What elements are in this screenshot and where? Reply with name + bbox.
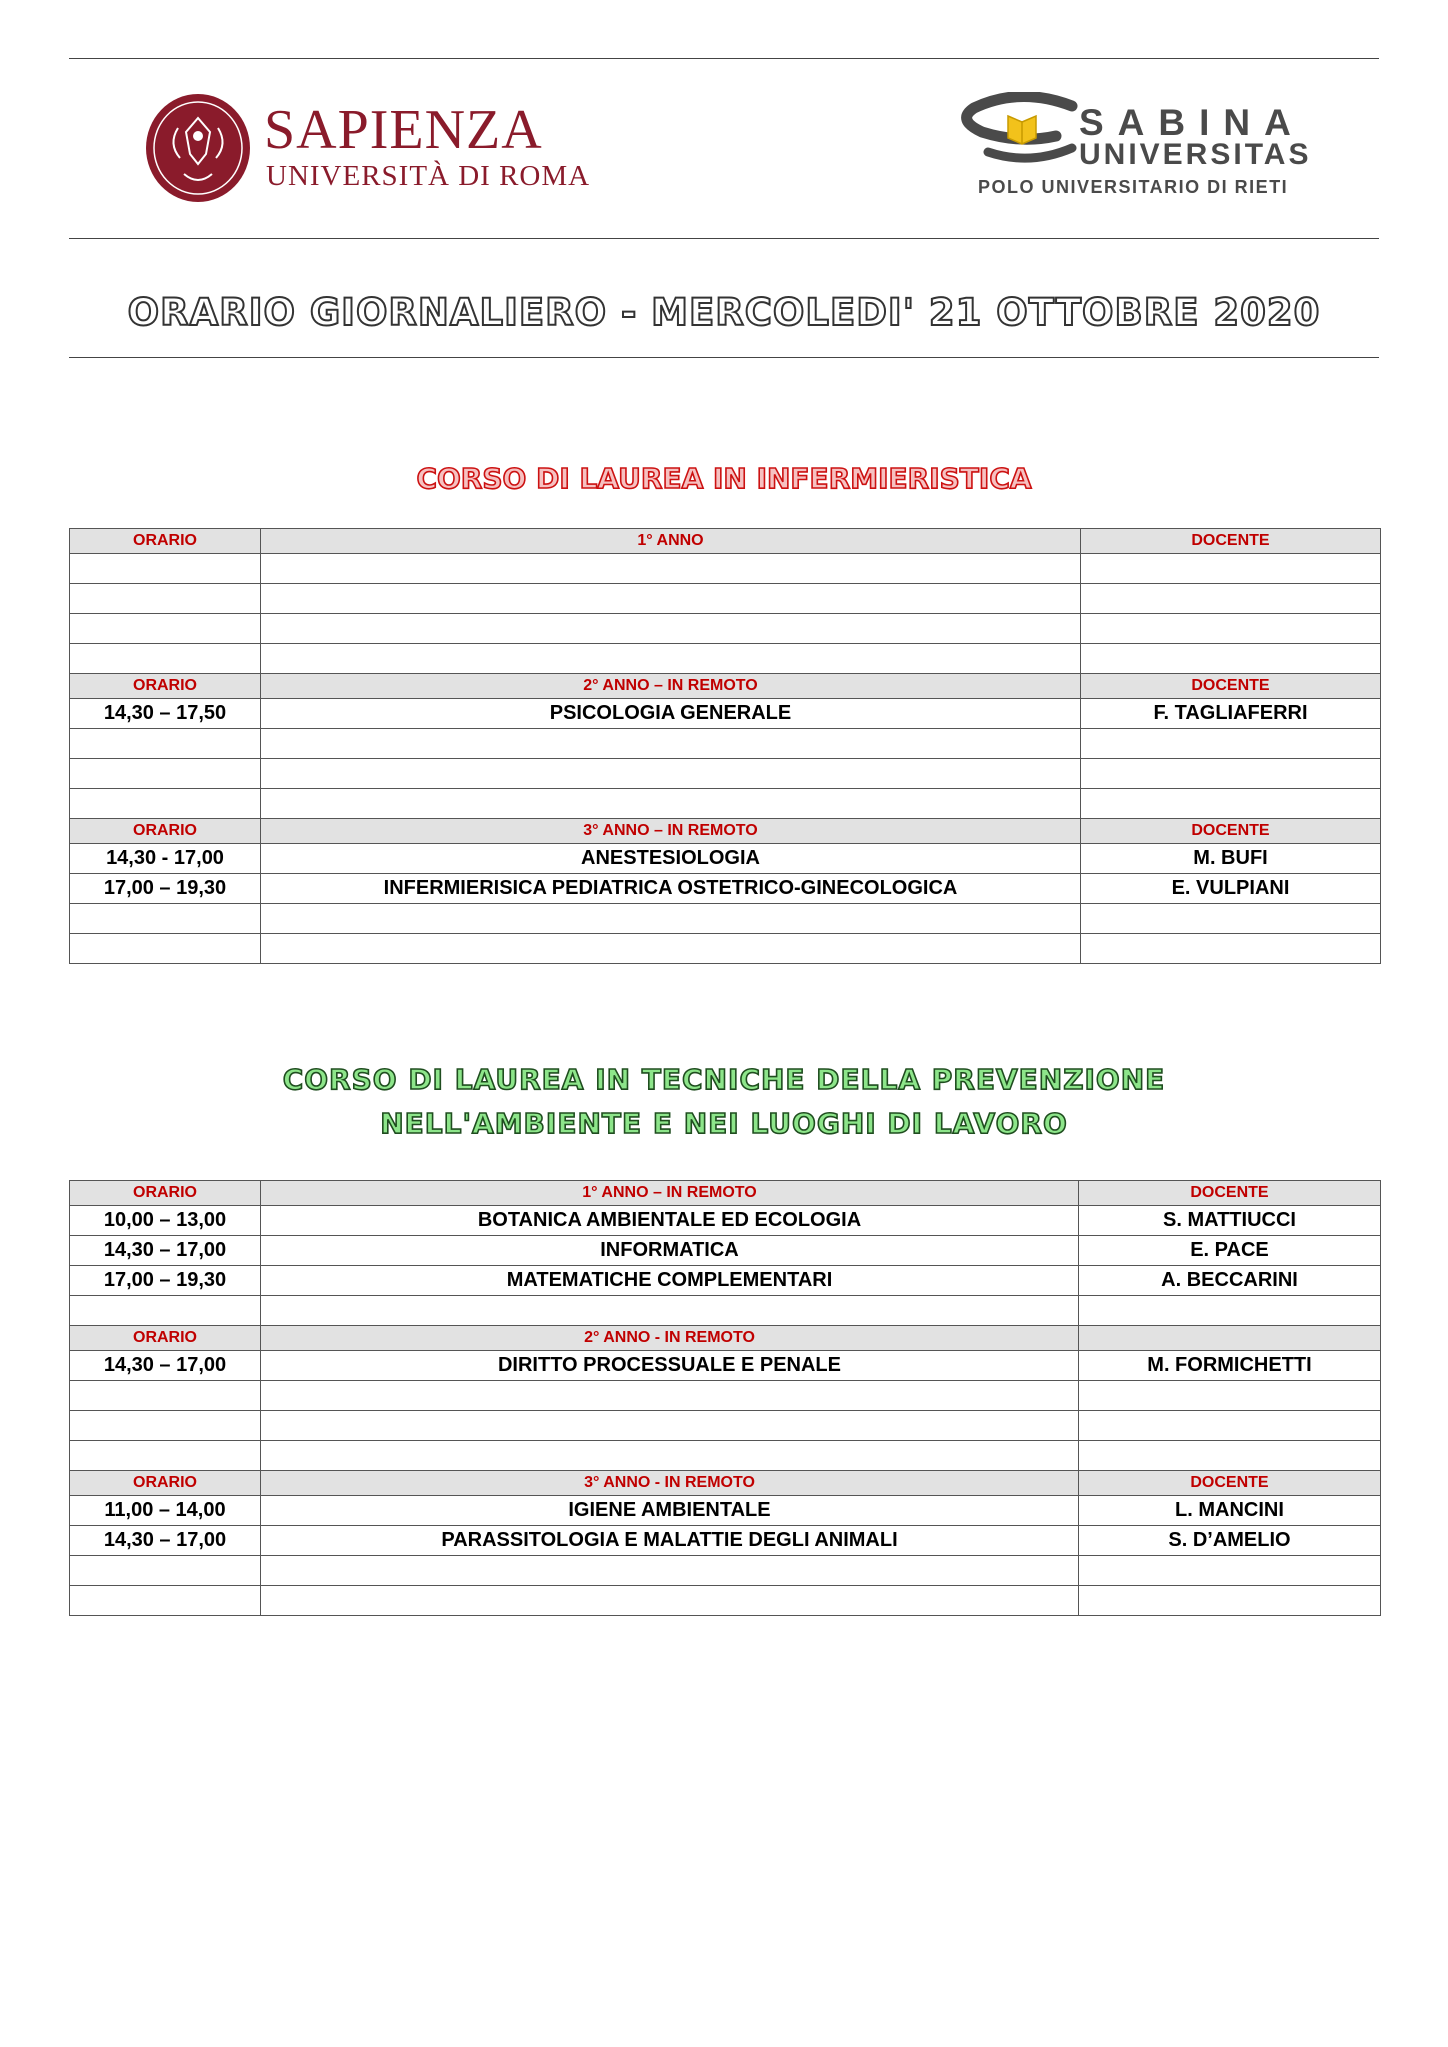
teacher-cell: [1081, 904, 1381, 934]
course-cell: [261, 644, 1081, 674]
time-cell: [70, 904, 261, 934]
teacher-cell: F. TAGLIAFERRI: [1081, 699, 1381, 729]
table-row: [70, 934, 1381, 964]
table-row: [70, 1381, 1381, 1411]
teacher-cell: [1081, 759, 1381, 789]
header-time: ORARIO: [70, 674, 261, 699]
sabina-universitas-logo: [960, 92, 1078, 170]
time-cell: 11,00 – 14,00: [70, 1496, 261, 1526]
course-cell: PARASSITOLOGIA E MALATTIE DEGLI ANIMALI: [261, 1526, 1079, 1556]
teacher-cell: E. PACE: [1079, 1236, 1381, 1266]
teacher-cell: [1079, 1441, 1381, 1471]
teacher-cell: S. D’AMELIO: [1079, 1526, 1381, 1556]
course-cell: [261, 1556, 1079, 1586]
teacher-cell: E. VULPIANI: [1081, 874, 1381, 904]
teacher-cell: [1079, 1556, 1381, 1586]
teacher-cell: [1081, 729, 1381, 759]
time-cell: [70, 1556, 261, 1586]
table-row: [70, 1556, 1381, 1586]
teacher-cell: [1081, 614, 1381, 644]
teacher-cell: [1081, 934, 1381, 964]
course-cell: [261, 554, 1081, 584]
course-cell: [261, 1296, 1079, 1326]
table-row: [70, 844, 1381, 874]
teacher-cell: [1081, 554, 1381, 584]
teacher-cell: [1079, 1411, 1381, 1441]
sapienza-seal-logo: [138, 92, 263, 204]
header-year: 3° ANNO - IN REMOTO: [261, 1471, 1079, 1496]
header-time: ORARIO: [70, 1181, 261, 1206]
teacher-cell: M. BUFI: [1081, 844, 1381, 874]
table-row: [70, 1296, 1381, 1326]
course-cell: INFORMATICA: [261, 1236, 1079, 1266]
table-row: [70, 1526, 1381, 1556]
time-cell: [70, 614, 261, 644]
header-year: 1° ANNO: [261, 529, 1081, 554]
table-row: [70, 904, 1381, 934]
teacher-cell: [1079, 1586, 1381, 1616]
time-cell: [70, 1441, 261, 1471]
top-rule: [69, 58, 1379, 59]
teacher-cell: A. BECCARINI: [1079, 1266, 1381, 1296]
course-cell: ANESTESIOLOGIA: [261, 844, 1081, 874]
time-cell: [70, 729, 261, 759]
teacher-cell: M. FORMICHETTI: [1079, 1351, 1381, 1381]
table-row: [70, 1266, 1381, 1296]
table-header-row: [70, 529, 1381, 554]
course-cell: MATEMATICHE COMPLEMENTARI: [261, 1266, 1079, 1296]
header-year: 2° ANNO - IN REMOTO: [261, 1326, 1079, 1351]
section-title-infermieristica: CORSO DI LAUREA IN INFERMIERISTICA: [416, 462, 1032, 495]
course-cell: [261, 1411, 1079, 1441]
header-teacher: DOCENTE: [1079, 1181, 1381, 1206]
header-year: 2° ANNO – IN REMOTO: [261, 674, 1081, 699]
header-teacher: [1079, 1326, 1381, 1351]
table-row: [70, 789, 1381, 819]
table-row: [70, 699, 1381, 729]
section-title-line: NELL'AMBIENTE E NEI LUOGHI DI LAVORO: [380, 1107, 1068, 1140]
sapienza-subtitle: UNIVERSITÀ DI ROMA: [266, 160, 591, 192]
header-time: ORARIO: [70, 529, 261, 554]
header-rule: [69, 238, 1379, 239]
time-cell: 14,30 – 17,00: [70, 1526, 261, 1556]
sabina-subtitle: POLO UNIVERSITARIO DI RIETI: [978, 178, 1289, 196]
table-header-row: [70, 674, 1381, 699]
course-cell: [261, 934, 1081, 964]
teacher-cell: [1079, 1381, 1381, 1411]
header-teacher: DOCENTE: [1079, 1471, 1381, 1496]
teacher-cell: S. MATTIUCCI: [1079, 1206, 1381, 1236]
header-teacher: DOCENTE: [1081, 529, 1381, 554]
table-row: [70, 584, 1381, 614]
time-cell: 17,00 – 19,30: [70, 874, 261, 904]
teacher-cell: [1081, 644, 1381, 674]
teacher-cell: L. MANCINI: [1079, 1496, 1381, 1526]
course-cell: [261, 1586, 1079, 1616]
table-header-row: [70, 1326, 1381, 1351]
section-title-line: CORSO DI LAUREA IN TECNICHE DELLA PREVENZIONE: [282, 1063, 1166, 1096]
table-row: [70, 874, 1381, 904]
teacher-cell: [1081, 584, 1381, 614]
time-cell: [70, 584, 261, 614]
time-cell: 10,00 – 13,00: [70, 1206, 261, 1236]
header-time: ORARIO: [70, 1471, 261, 1496]
table-header-row: [70, 819, 1381, 844]
course-cell: [261, 614, 1081, 644]
time-cell: [70, 1296, 261, 1326]
header-time: ORARIO: [70, 1326, 261, 1351]
table-row: [70, 1206, 1381, 1236]
table-row: [70, 1411, 1381, 1441]
time-cell: 14,30 – 17,00: [70, 1351, 261, 1381]
course-cell: [261, 1441, 1079, 1471]
course-cell: [261, 759, 1081, 789]
course-cell: PSICOLOGIA GENERALE: [261, 699, 1081, 729]
course-cell: [261, 729, 1081, 759]
sabina-universitas: UNIVERSITAS: [1079, 138, 1312, 171]
time-cell: [70, 1411, 261, 1441]
time-cell: [70, 934, 261, 964]
course-cell: [261, 904, 1081, 934]
section-title-prevenzione: [69, 1058, 1379, 1146]
table-row: [70, 1236, 1381, 1266]
course-cell: [261, 584, 1081, 614]
course-cell: IGIENE AMBIENTALE: [261, 1496, 1079, 1526]
time-cell: [70, 759, 261, 789]
time-cell: 14,30 – 17,00: [70, 1236, 261, 1266]
course-cell: [261, 1381, 1079, 1411]
time-cell: [70, 644, 261, 674]
schedule-table-prevenzione: [69, 1180, 1381, 1616]
course-cell: DIRITTO PROCESSUALE E PENALE: [261, 1351, 1079, 1381]
header-time: ORARIO: [70, 819, 261, 844]
table-row: [70, 1441, 1381, 1471]
time-cell: 17,00 – 19,30: [70, 1266, 261, 1296]
header-teacher: DOCENTE: [1081, 674, 1381, 699]
time-cell: 14,30 – 17,50: [70, 699, 261, 729]
time-cell: [70, 789, 261, 819]
table-row: [70, 554, 1381, 584]
course-cell: INFERMIERISICA PEDIATRICA OSTETRICO-GINECOLOGICA: [261, 874, 1081, 904]
time-cell: [70, 1381, 261, 1411]
header-teacher: DOCENTE: [1081, 819, 1381, 844]
time-cell: [70, 554, 261, 584]
table-row: [70, 1351, 1381, 1381]
header-year: 3° ANNO – IN REMOTO: [261, 819, 1081, 844]
title-rule: [69, 357, 1379, 358]
sabina-name: SABINA: [1079, 102, 1305, 143]
sapienza-name: SAPIENZA: [264, 99, 543, 161]
teacher-cell: [1079, 1296, 1381, 1326]
course-cell: BOTANICA AMBIENTALE ED ECOLOGIA: [261, 1206, 1079, 1236]
course-cell: [261, 789, 1081, 819]
table-row: [70, 759, 1381, 789]
time-cell: [70, 1586, 261, 1616]
page-title: ORARIO GIORNALIERO - MERCOLEDI' 21 OTTOBRE 2020: [127, 291, 1321, 334]
schedule-table-infermieristica: [69, 528, 1381, 964]
table-header-row: [70, 1181, 1381, 1206]
header-year: 1° ANNO – IN REMOTO: [261, 1181, 1079, 1206]
teacher-cell: [1081, 789, 1381, 819]
table-row: [70, 614, 1381, 644]
table-row: [70, 1586, 1381, 1616]
table-row: [70, 1496, 1381, 1526]
table-row: [70, 644, 1381, 674]
table-row: [70, 729, 1381, 759]
table-header-row: [70, 1471, 1381, 1496]
time-cell: 14,30 - 17,00: [70, 844, 261, 874]
